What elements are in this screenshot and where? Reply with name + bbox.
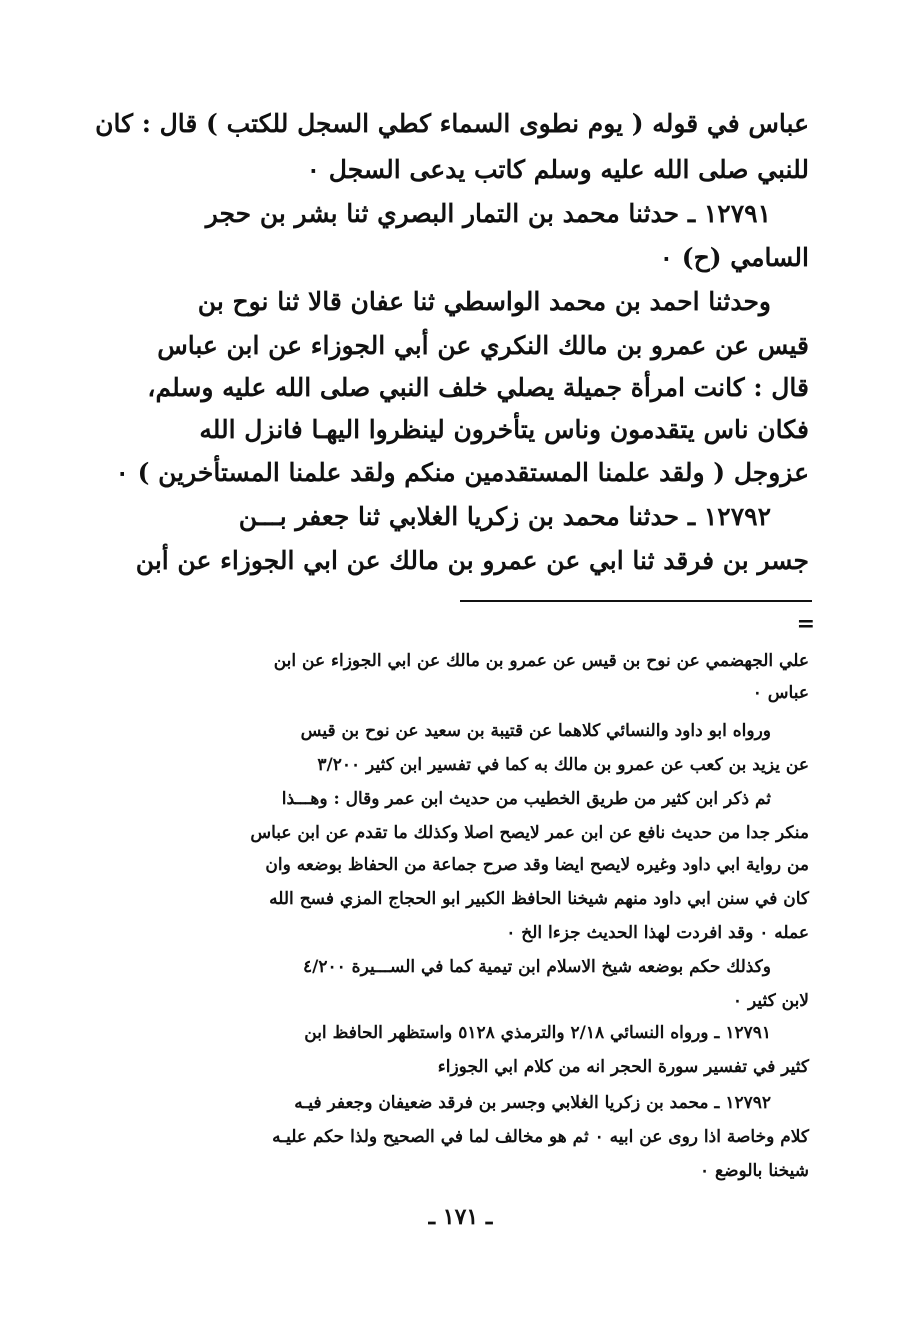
main-text-line-1: عباس في قوله ( يوم نطوى السماء كطي السجل للكتب ) قال : كان — [95, 109, 809, 138]
page-number: ـ ١٧١ ـ — [428, 1204, 493, 1230]
main-text-line-8: فكان ناس يتقدمون وناس يتأخرون لينظروا اليهـا فانزل الله — [199, 415, 809, 444]
footnote-line-11: لابن كثير ٠ — [732, 991, 809, 1011]
main-text-line-5: وحدثنا احمد بن محمد الواسطي ثنا عفان قالا ثنا نوح بن — [197, 287, 771, 316]
footnote-line-10: وكذلك حكم بوضعه شيخ الاسلام ابن تيمية كما في الســـيرة ٤/٢٠٠ — [303, 957, 771, 977]
hadith-12792-start: ١٢٧٩٢ ـ حدثنا محمد بن زكريا الغلابي ثنا جعفر بـــن — [238, 502, 771, 531]
main-text-line-4: السامي (ح) ٠ — [659, 243, 809, 272]
footnote-line-16: شيخنا بالوضع ٠ — [700, 1161, 809, 1181]
footnote-12792: ١٢٧٩٢ ـ محمد بن زكريا الغلابي وجسر بن فرقد ضعيفان وجعفر فيـه — [294, 1093, 771, 1113]
footnote-separator — [460, 600, 812, 602]
footnote-line-13: كثير في تفسير سورة الحجر انه من كلام ابي الجوزاء — [437, 1057, 809, 1077]
footnote-line-3: ورواه ابو داود والنسائي كلاهما عن قتيبة بن سعيد عن نوح بن قيس — [300, 721, 771, 741]
footnote-12791: ١٢٧٩١ ـ ورواه النسائي ٢/١٨ والترمذي ٥١٢٨ واستظهر الحافظ ابن — [304, 1023, 771, 1043]
footnote-line-6: منكر جدا من حديث نافع عن ابن عمر لايصح اصلا وكذلك ما تقدم عن ابن عباس — [250, 823, 809, 843]
footnote-line-9: عمله ٠ وقد افردت لهذا الحديث جزءا الخ ٠ — [506, 923, 809, 943]
footnote-line-2: عباس ٠ — [752, 683, 809, 703]
footnote-continuation-mark: = — [796, 611, 815, 637]
footnote-line-15: كلام وخاصة اذا روى عن ابيه ٠ ثم هو مخالف لما في الصحيح ولذا حكم عليـه — [272, 1127, 809, 1147]
main-text-line-6: قيس عن عمرو بن مالك النكري عن أبي الجوزاء عن ابن عباس — [157, 331, 809, 360]
footnote-line-8: كان في سنن ابي داود منهم شيخنا الحافظ الكبير ابو الحجاج المزي فسح الله — [269, 889, 809, 909]
main-text-line-7: قال : كانت امرأة جميلة يصلي خلف النبي صلى الله عليه وسلم، — [147, 373, 809, 402]
footnote-line-5: ثم ذكر ابن كثير من طريق الخطيب من حديث ابن عمر وقال : وهـــذا — [281, 789, 771, 809]
hadith-12791-start: ١٢٧٩١ ـ حدثنا محمد بن التمار البصري ثنا بشر بن حجر — [205, 199, 771, 228]
main-text-line-2: للنبي صلى الله عليه وسلم كاتب يدعى السجل ٠ — [306, 155, 809, 184]
footnote-line-7: من رواية ابي داود وغيره لايصح ايضا وقد صرح جماعة من الحفاظ بوضعه وان — [265, 855, 809, 875]
main-text-line-11: جسر بن فرقد ثنا ابي عن عمرو بن مالك عن ابي الجوزاء عن أبن — [135, 546, 809, 575]
footnote-line-1: علي الجهضمي عن نوح بن قيس عن عمرو بن مالك عن ابي الجوزاء عن ابن — [273, 651, 809, 671]
main-text-line-9: عزوجل ( ولقد علمنا المستقدمين منكم ولقد علمنا المستأخرين ) ٠ — [115, 458, 809, 487]
footnote-line-4: عن يزيد بن كعب عن عمرو بن مالك به كما في تفسير ابن كثير ٣/٢٠٠ — [317, 755, 809, 775]
